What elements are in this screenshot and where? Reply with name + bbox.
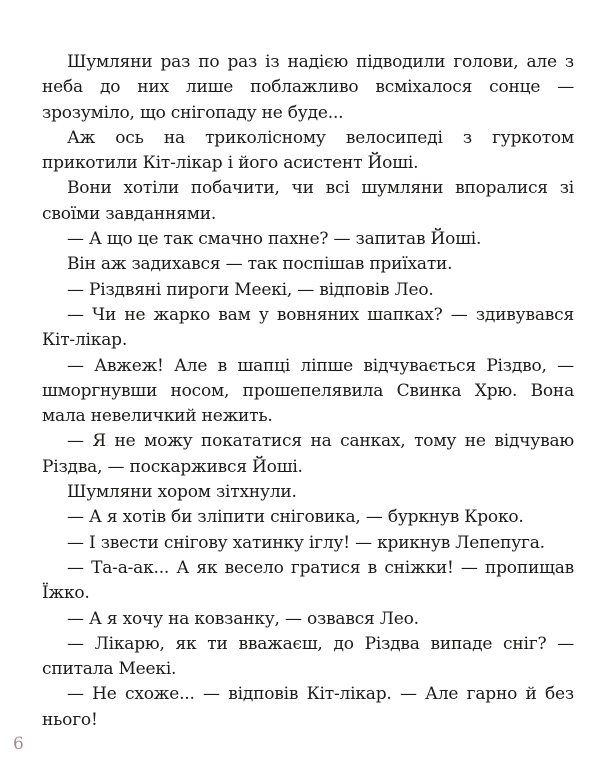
paragraph: — Різдвяні пироги Меекі, — відповів Лео.: [67, 279, 434, 300]
paragraph: Вони хотіли побачити, чи всі шумляни впоралися зі своїми завданнями.: [42, 178, 574, 224]
paragraph: Аж ось на триколісному велосипеді з гуркотом прикотили Кіт-лікар і його асистент Йоші.: [42, 127, 574, 174]
paragraph: — Чи не жарко вам у вовняних шапках? — здивувався Кіт-лікар.: [42, 304, 574, 351]
paragraph: Він аж задихався — так поспішав приїхати.: [67, 254, 453, 275]
paragraph: Шумляни раз по раз із надією підводили голови, але з неба до них лише поблажливо всміхалося сонце — зрозуміло, що снігопаду не буде...: [42, 52, 574, 123]
paragraph: Шумляни хором зітхнули.: [67, 482, 297, 503]
paragraph: — Я не можу покататися на санках, тому не відчуваю Різдва, — поскаржився Йоші.: [42, 431, 574, 477]
paragraph: — І звести снігову хатинку іглу! — крикнув Лепепуга.: [67, 532, 545, 553]
paragraph: — А я хочу на ковзанку, — озвався Лео.: [67, 608, 419, 629]
paragraph: — Лікарю, як ти вважаєш, до Різдва випаде сніг? — спитала Меекі.: [42, 633, 574, 680]
paragraph: — А що це так смачно пахне? — запитав Йоші.: [67, 229, 482, 250]
page-number: 6: [13, 734, 24, 754]
paragraph: — А я хотів би зліпити сніговика, — буркнув Кроко.: [67, 507, 524, 528]
story-text: [42, 50, 574, 733]
paragraph: — Та-а-ак... А як весело гратися в сніжки! — пропищав Їжко.: [42, 557, 574, 604]
paragraph: — Авжеж! Але в шапці ліпше відчувається Різдво, — шморгнувши носом, прошепелявила Свинка Хрю. Вона мала невеличкий нежить.: [42, 355, 574, 427]
paragraph: — Не схоже... — відповів Кіт-лікар. — Але гарно й без нього!: [42, 684, 574, 730]
